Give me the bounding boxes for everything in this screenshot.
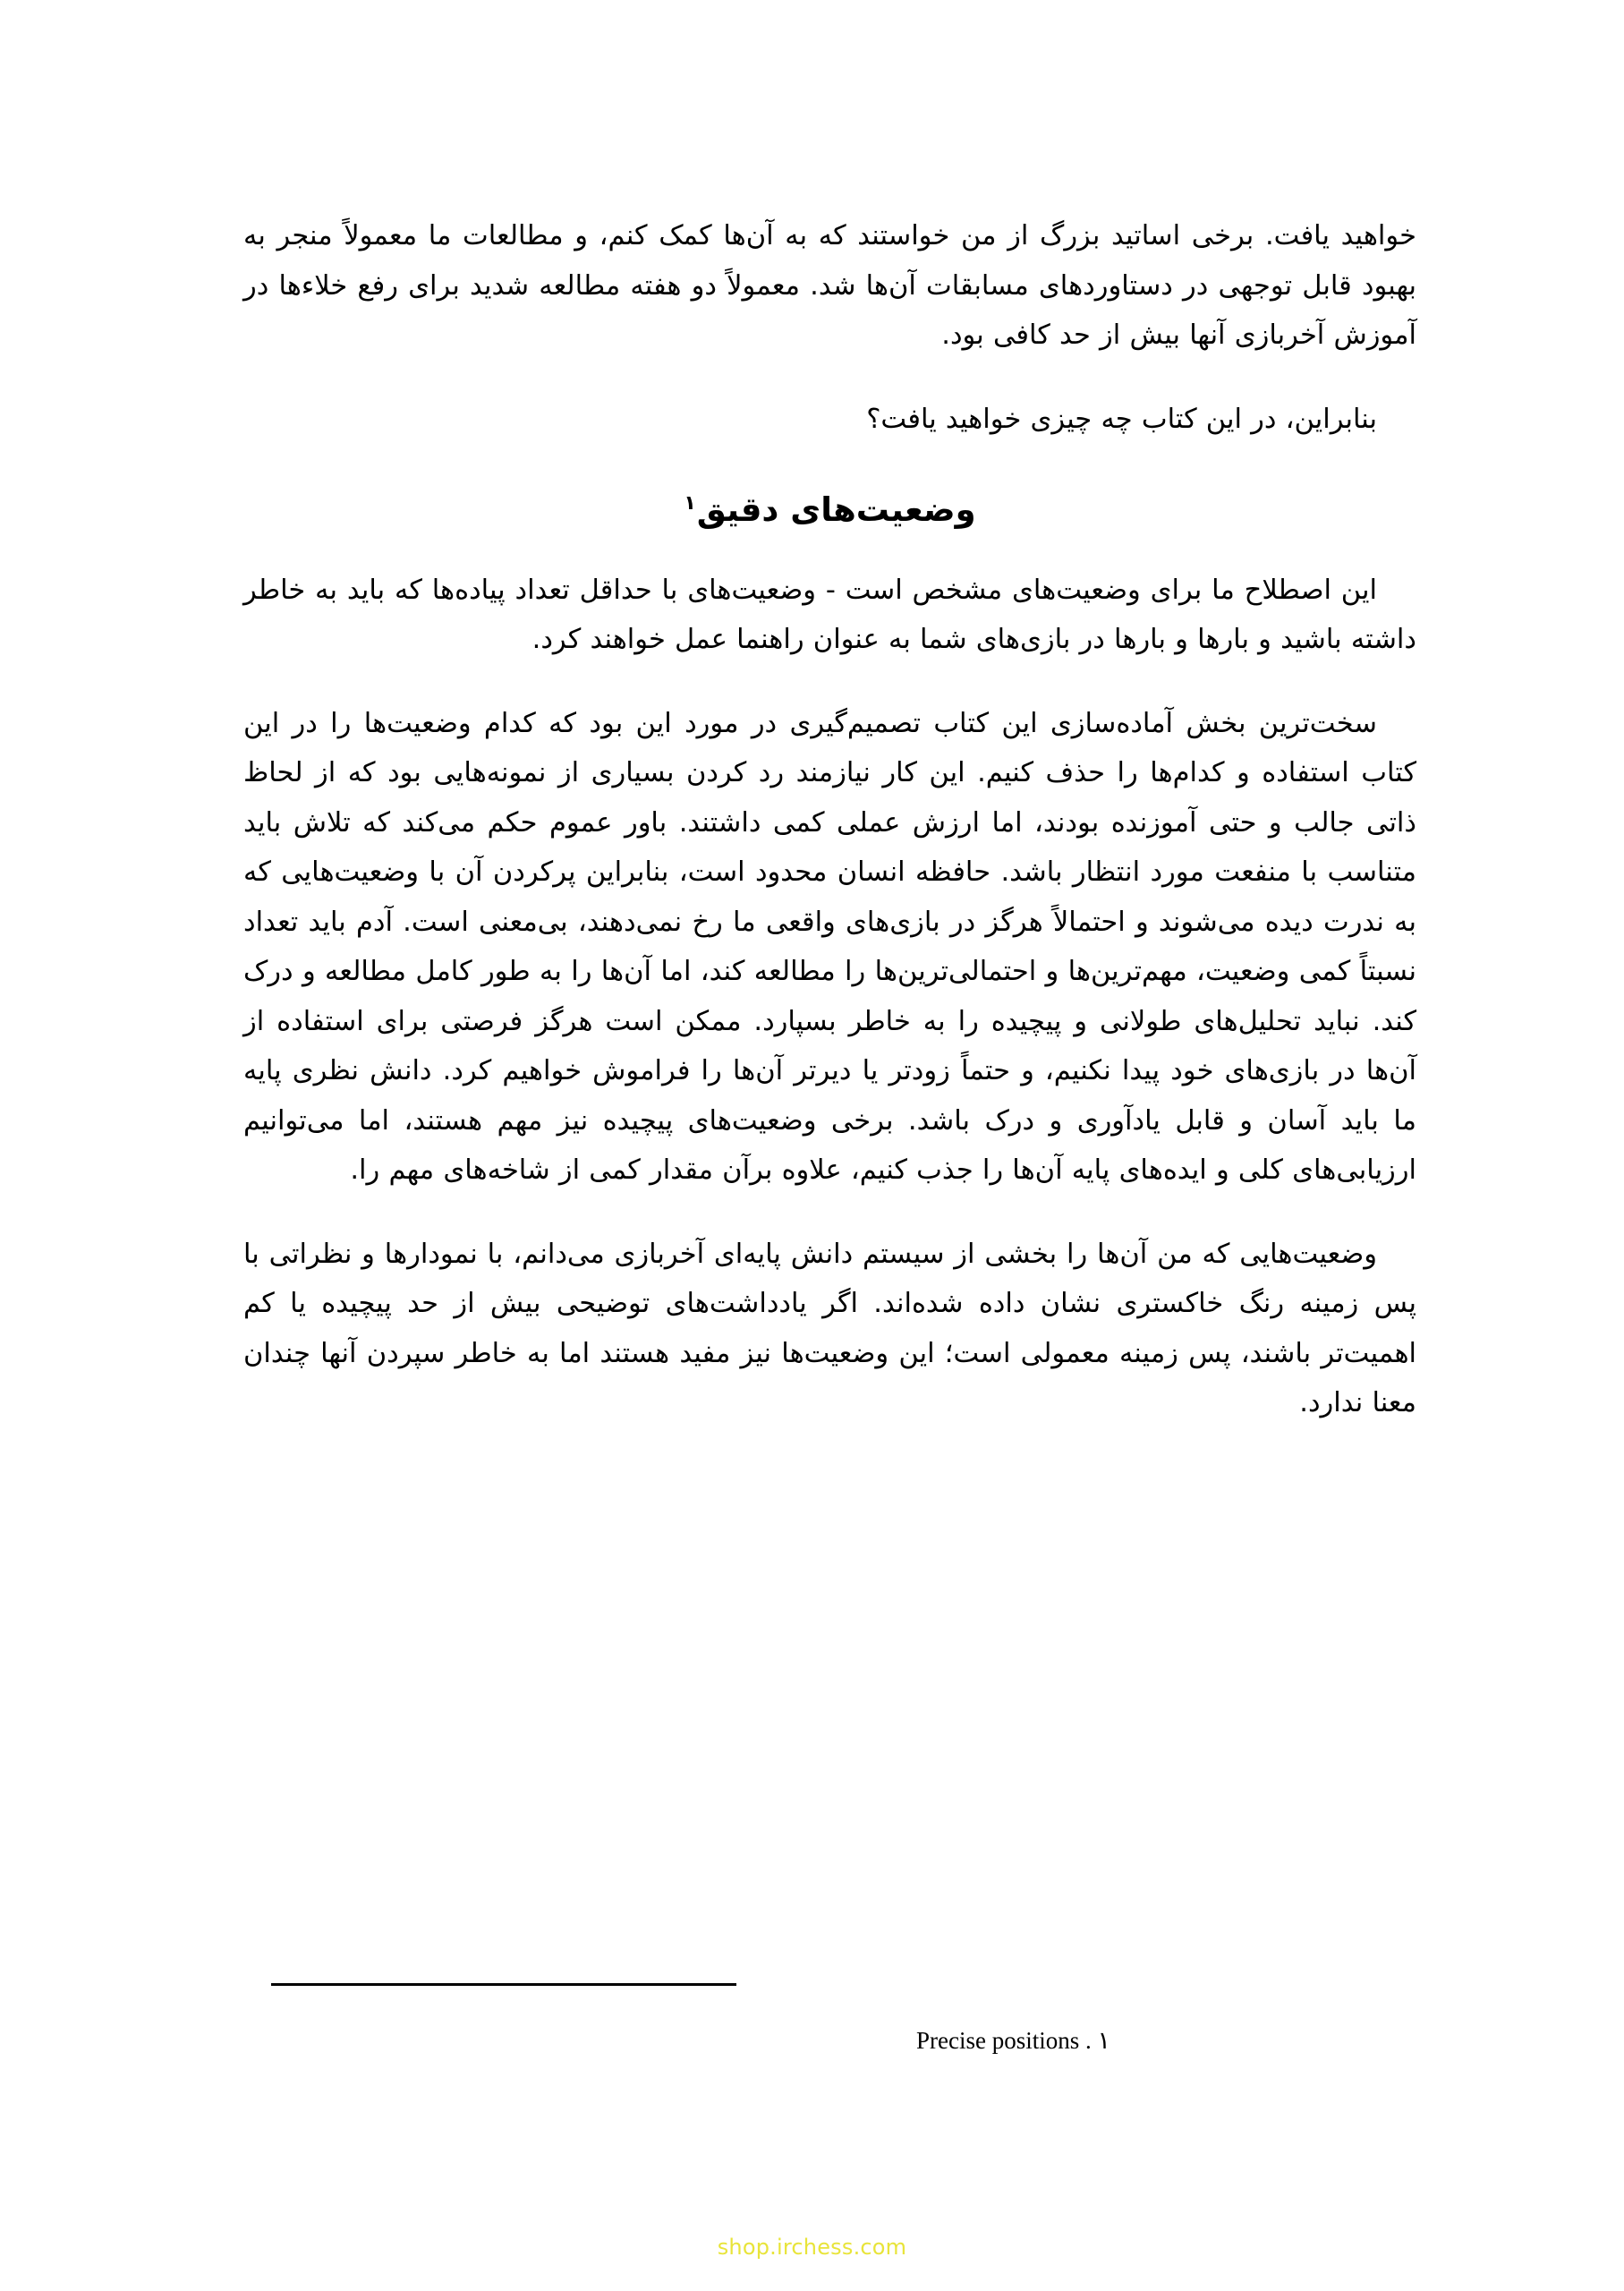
paragraph-question: بنابراین، در این کتاب چه چیزی خواهید یافت؟ [866,403,1377,435]
footnote-area [208,1983,1416,2055]
footnote-marker-icon: ۱ [684,491,696,515]
paragraph-selection-criteria: سخت‌ترین بخش آماده‌سازی این کتاب تصمیم‌گیری در مورد این بود که کدام وضعیت‌ها را در این کتاب استفاده و کدام‌ها را حذف کنیم. این کار نیازمند رد کردن بسیاری از نمونه‌هایی بود که از لحاظ ذاتی جالب و حتی آموزنده بودند، اما ارزش عملی کمی داشتند. باور عموم حکم می‌کند که تلاش باید متناسب با منفعت مورد انتظار باشد. حافظه انسان محدود است، بنابراین پرکردن آن با وضعیت‌هایی که به ندرت دیده می‌شوند و احتمالاً هرگز در بازی‌های واقعی ما رخ نمی‌دهند، بی‌معنی است. آدم باید تعداد نسبتاً کمی وضعیت، مهم‌ترین‌ها و احتمالی‌ترین‌ها را مطالعه کند، اما آن‌ها را به طور کامل مطالعه و درک کند. نباید تحلیل‌های طولانی و پیچیده را به خاطر بسپارد. ممکن است هرگز فرصتی برای استفاده از آن‌ها در بازی‌های خود پیدا نکنیم، و حتماً زودتر یا دیرتر آن‌ها را فراموش خواهیم کرد. دانش نظری پایه ما باید آسان و قابل یادآوری و درک باشد. برخی وضعیت‌های پیچیده نیز مهم هستند، اما می‌توانیم ارزیابی‌های کلی و ایده‌های پایه آن‌ها را جذب کنیم، علاوه برآن مقدار کمی از شاخه‌های مهم را. [243,707,1416,1186]
site-watermark: shop.irchess.com [717,2235,907,2260]
paragraph-shading-convention: وضعیت‌هایی که من آن‌ها را بخشی از سیستم دانش پایه‌ای آخربازی می‌دانم، با نمودارها و نظراتی با پس زمینه رنگ خاکستری نشان داده شده‌اند. اگر یادداشت‌های توضیحی بیش از حد پیچیده یا کم اهمیت‌تر باشند، پس زمینه معمولی است؛ این وضعیت‌ها نیز مفید هستند اما به خاطر سپردن آنها چندان معنا ندارد. [243,1238,1416,1418]
section-heading [243,485,1416,535]
footnote-separator-rule [271,1983,736,1986]
paragraph-continued: خواهید یافت. برخی اساتید بزرگ از من خواستند که به آن‌ها کمک کنم، و مطالعات ما معمولاً منجر به بهبود قابل توجهی در دستاوردهای مسابقات آن‌ها شد. معمولاً دو هفته مطالعه شدید برای رفع خلاءها در آموزش آخربازی آنها بیش از حد کافی بود. [243,220,1416,351]
page-content [243,211,1416,1428]
footnote-entry: Precise positions . ۱ [916,2027,1110,2054]
section-heading-text: وضعیت‌های دقیق [696,490,976,529]
paragraph-term-definition: این اصطلاح ما برای وضعیت‌های مشخص است - وضعیت‌های با حداقل تعداد پیاده‌ها که باید به خاطر داشته باشید و بارها و بارها در بازی‌های شما به عنوان راهنما عمل خواهند کرد. [243,574,1416,655]
